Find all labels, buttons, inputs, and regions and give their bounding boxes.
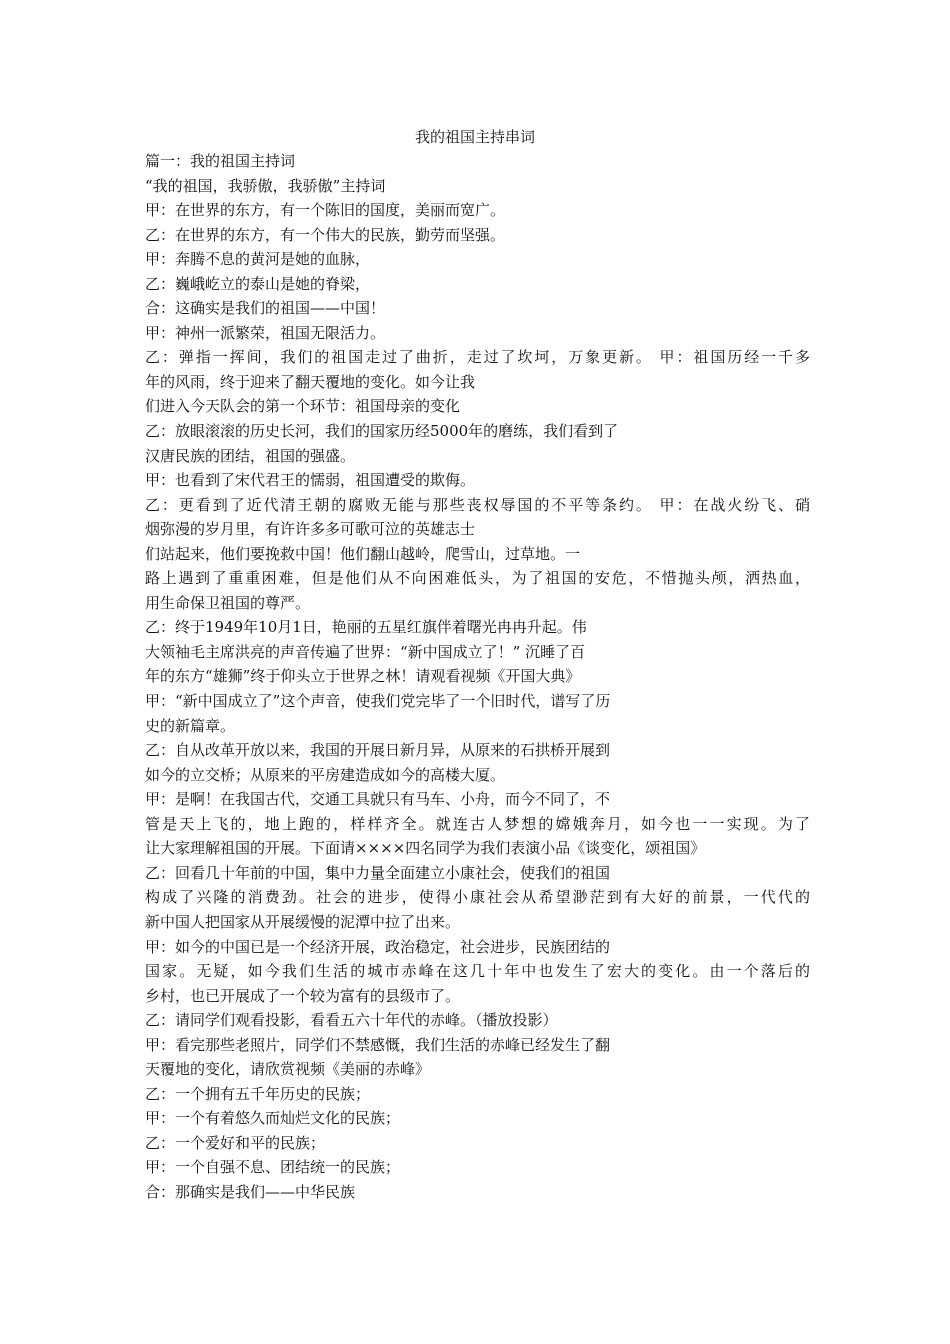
text-line: 年的风雨，终于迎来了翻天覆地的变化。如今让我 <box>145 372 476 391</box>
text-line: 合：那确实是我们——中华民族 <box>145 1182 356 1201</box>
text-line: 甲：“新中国成立了”这个声音，使我们党完毕了一个旧时代，谱写了历 <box>145 692 611 711</box>
text-line: 甲：是啊！在我国古代，交通工具就只有马车、小舟，而今不同了，不 <box>145 790 611 809</box>
text-line: 甲：一个自强不息、团结统一的民族； <box>145 1158 401 1177</box>
text-line: 乙：在世界的东方，有一个伟大的民族，勤劳而坚强。 <box>145 225 506 244</box>
text-line: 们进入今天队会的第一个环节：祖国母亲的变化 <box>145 397 461 416</box>
text-line: 乙：请同学们观看投影，看看五六十年代的赤峰。（播放投影） <box>145 1011 558 1030</box>
text-line: 乙：更看到了近代清王朝的腐败无能与那些丧权辱国的不平等条约。 甲：在战火纷飞、硝 <box>145 495 810 514</box>
text-line: “我的祖国，我骄傲，我骄傲”主持词 <box>145 176 386 195</box>
document-body <box>145 149 810 1205</box>
text-line: 管是天上飞的，地上跑的，样样齐全。就连古人梦想的嫦娥奔月，如今也一一实现。为了 <box>145 814 810 833</box>
text-line: 如今的立交桥；从原来的平房建造成如今的高楼大厦。 <box>145 765 506 784</box>
text-line: 乡村，也已开展成了一个较为富有的县级市了。 <box>145 986 461 1005</box>
text-line: 甲：一个有着悠久而灿烂文化的民族； <box>145 1109 401 1128</box>
text-line: 甲：如今的中国已是一个经济开展，政治稳定，社会进步，民族团结的 <box>145 937 611 956</box>
text-line: 甲：奔腾不息的黄河是她的血脉， <box>145 250 371 269</box>
text-line: 路上遇到了重重困难，但是他们从不向困难低头，为了祖国的安危，不惜抛头颅，洒热血， <box>145 569 810 588</box>
text-line: 史的新篇章。 <box>145 716 236 735</box>
text-line: 乙：一个爱好和平的民族； <box>145 1133 326 1152</box>
text-line: 让大家理解祖国的开展。下面请××××四名同学为我们表演小品《谈变化，颂祖国》 <box>145 839 706 858</box>
text-line: 乙：自从改革开放以来，我国的开展日新月异，从原来的石拱桥开展到 <box>145 741 611 760</box>
text-line: 乙：终于1949年10月1日，艳丽的五星红旗伴着曙光冉冉升起。伟 <box>145 618 587 637</box>
text-line: 乙：弹指一挥间，我们的祖国走过了曲折，走过了坎坷，万象更新。 甲：祖国历经一千多 <box>145 348 810 367</box>
text-line: 甲：在世界的东方，有一个陈旧的国度，美丽而宽广。 <box>145 201 506 220</box>
text-line: 年的东方“雄狮”终于仰头立于世界之林！请观看视频《开国大典》 <box>145 667 581 686</box>
text-line: 构成了兴隆的消费劲。社会的进步，使得小康社会从希望渺茫到有大好的前景，一代代的 <box>145 888 810 907</box>
text-line: 汉唐民族的团结，祖国的强盛。 <box>145 446 356 465</box>
text-line: 甲：看完那些老照片，同学们不禁感慨，我们生活的赤峰已经发生了翻 <box>145 1035 611 1054</box>
text-line: 大领袖毛主席洪亮的声音传遍了世界：“新中国成立了！” 沉睡了百 <box>145 642 586 661</box>
text-line: 甲：也看到了宋代君王的懦弱，祖国遭受的欺侮。 <box>145 471 476 490</box>
text-line: 乙：放眼滚滚的历史长河，我们的国家历经5000年的磨练，我们看到了 <box>145 422 619 441</box>
text-line: 用生命保卫祖国的尊严。 <box>145 593 311 612</box>
text-line: 乙：一个拥有五千年历史的民族； <box>145 1084 371 1103</box>
text-line: 新中国人把国家从开展缓慢的泥潭中拉了出来。 <box>145 912 461 931</box>
text-line: 合：这确实是我们的祖国——中国！ <box>145 299 386 318</box>
text-line: 篇一：我的祖国主持词 <box>145 152 296 170</box>
text-line: 甲：神州一派繁荣，祖国无限活力。 <box>145 323 386 342</box>
text-line: 国家。无疑，如今我们生活的城市赤峰在这几十年中也发生了宏大的变化。由一个落后的 <box>145 962 810 981</box>
text-line: 天覆地的变化，请欣赏视频《美丽的赤峰》 <box>145 1060 431 1079</box>
text-line: 乙：巍峨屹立的泰山是她的脊梁， <box>145 274 371 293</box>
document-title: 我的祖国主持串词 <box>414 128 535 146</box>
text-line: 乙：回看几十年前的中国，集中力量全面建立小康社会，使我们的祖国 <box>145 863 611 882</box>
text-line: 们站起来，他们要挽救中国！他们翻山越岭，爬雪山，过草地。一 <box>145 544 581 563</box>
text-line: 烟弥漫的岁月里，有许许多多可歌可泣的英雄志士 <box>145 520 476 539</box>
